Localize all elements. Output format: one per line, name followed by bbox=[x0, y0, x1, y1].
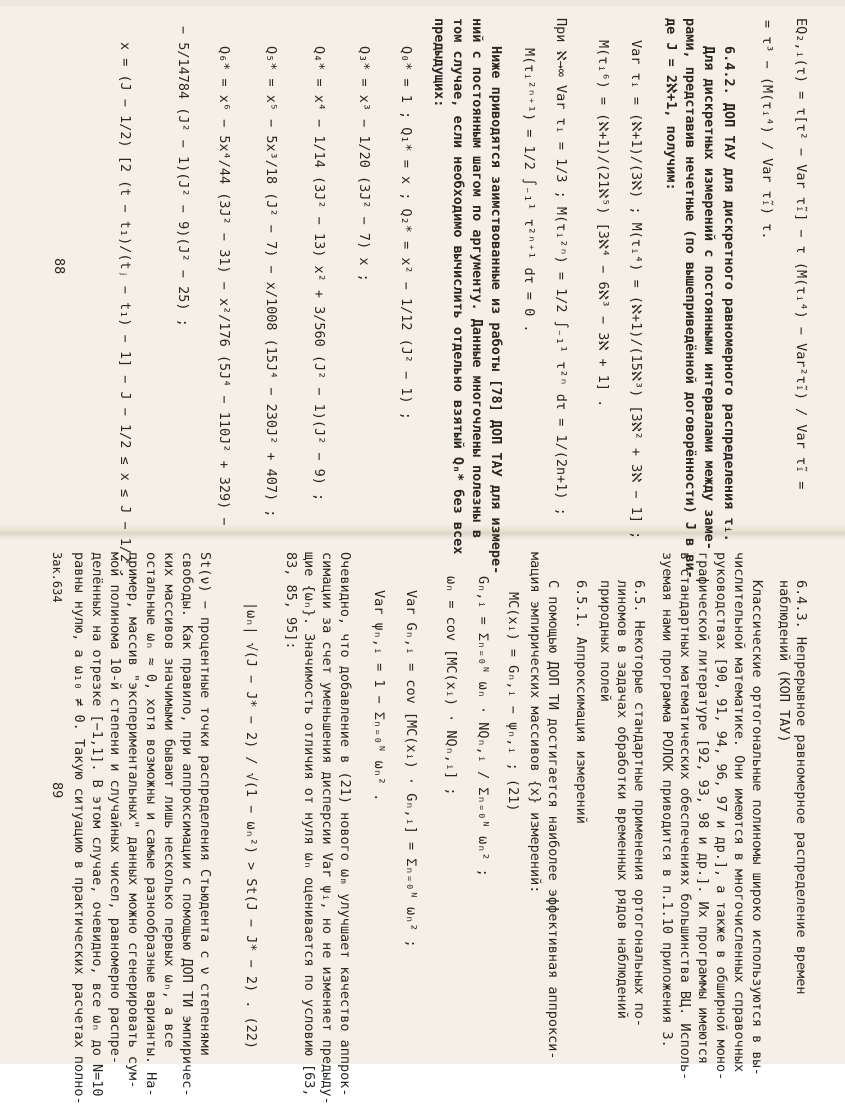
section-heading: 6.5. Некоторые стандартные применения ортогональных по- bbox=[631, 580, 647, 1028]
section-heading: линомов в задачах обработки временных рядов наблюдений bbox=[614, 580, 630, 1019]
equation: Q₀* = 1 ; Q₁* = x ; Q₂* = x² − 1/12 (J² − 1) ; bbox=[398, 46, 414, 420]
equation: MC(xᵢ) = Gₙ,ᵢ − ψₙ,ᵢ ; (21) bbox=[505, 592, 521, 812]
section-heading: 6.5.1. Аппроксимация измерений bbox=[573, 580, 589, 824]
line: в стандартных математических обеспечениях большинства ВЦ. Исполь- bbox=[677, 552, 693, 1081]
page-number: 89 bbox=[49, 782, 65, 799]
line: рами, представив нечетные (по вышеприведённой договорённости) J в ви- bbox=[682, 18, 698, 579]
line: С помощью ДОП ТИ достигается наиболее эффективная аппрокси- bbox=[545, 580, 561, 1060]
page-edge bbox=[0, 0, 845, 6]
section-heading: природных полей bbox=[597, 580, 613, 702]
line: Очевидно, что добавление в (21) нового ωₘ улучшает качество аппрок- bbox=[337, 552, 353, 1097]
line: числительной математике. Они имеются в многочисленных справочных bbox=[731, 552, 747, 1073]
equation: При ℵ→∞ Var τᵢ = 1/3 ; M(τᵢ²ⁿ) = 1/2 ∫₋₁¹ τ²ⁿ dτ = 1/(2n+1) ; bbox=[553, 18, 569, 516]
line: де J = 2ℵ+1, получим: bbox=[663, 18, 679, 191]
equation: x = (J − 1/2) [2 (t − t₁)/(tⱼ − t₁) − 1] − J − 1/2 ≤ x ≤ J − 1/2 . bbox=[117, 42, 133, 579]
page-89 bbox=[30, 552, 810, 1105]
line: предыдущих: bbox=[431, 18, 447, 108]
equation: Var τᵢ = (ℵ+1)/(3ℵ) ; M(τᵢ⁴) = (ℵ+1)/(15ℵ³) [3ℵ² + 3ℵ − 1] ; bbox=[628, 40, 644, 540]
equation: M(τᵢ⁶) = (ℵ+1)/(21ℵ⁵) [3ℵ⁴ − 6ℵ³ − 3ℵ + 1] . bbox=[595, 40, 611, 408]
equation: Gₙ,ᵢ = Σₙ₌₀ᴺ ωₙ · NQₙ,ᵢ / Σₙ₌₀ᴺ ωₙ² ; bbox=[475, 576, 491, 877]
line: щие {ωₙ}. Значимость отличия от нуля ωₙ оценивается по условию [63, bbox=[301, 552, 317, 1097]
equation: Q₄* = x⁴ − 1/14 (3J² − 13) x² + 3/560 (J² − 1)(J² − 9) ; bbox=[311, 46, 327, 502]
equation: |ωₙ| √(J − J* − 2) / √(1 − ωₙ²) > St(J − J* − 2) . (22) bbox=[243, 602, 259, 1050]
line: делённых на отрезке [−1,1]. В этом случае, очевидно, все ωₙ до N=10 bbox=[89, 552, 105, 1097]
line: мой полинома 10-й степени и случайных чисел, равномерно распре- bbox=[107, 552, 123, 1065]
line: мация эмпирических массивов {x} измерений: bbox=[527, 552, 543, 894]
line: остальные ωₙ ≈ 0, хотя возможны и самые разнообразные варианты. На- bbox=[143, 552, 159, 1097]
equation: Q₆* = x⁶ − 5x⁴/44 (3J² − 31) − x²/176 (5J⁴ − 110J² + 329) − bbox=[216, 46, 232, 526]
line: ний с постоянным шагом по аргументу. Данные многочлены полезны в bbox=[469, 18, 485, 539]
line: 83, 85, 95]: bbox=[283, 552, 299, 650]
line: руководствах [90, 91, 94, 96, 97 и др.], а также в обширной моно- bbox=[713, 552, 729, 1081]
equation: − 5/14784 (J² − 1)(J² − 9)(J² − 25) ; bbox=[175, 26, 191, 327]
equation: Q₅* = x⁵ − 5x³/18 (J² − 7) − x/1008 (15J⁴ − 230J² + 407) ; bbox=[263, 46, 279, 518]
equation: M(τᵢ²ⁿ⁺¹) = 1/2 ∫₋₁¹ τ²ⁿ⁺¹ dτ = 0 . bbox=[521, 48, 537, 333]
section-heading: наблюдений (КОП ТАУ) bbox=[776, 580, 792, 743]
line: = τ³ − (M(τᵢ⁴) / Var τ̃ᵢ) τ. bbox=[759, 20, 775, 240]
line: симации за счет уменьшения дисперсии Var ψᵢ, но не изменяет предыду- bbox=[319, 552, 335, 1105]
footer-note: Зак.634 bbox=[50, 552, 64, 603]
equation: Var ψₙ,ᵢ = 1 − Σₙ₌₀ᴺ ωₙ² . bbox=[371, 590, 387, 802]
line: Классические ортогональные полиномы широко используются в вы- bbox=[749, 580, 765, 1076]
line: пример, массив "экспериментальных" данных можно сгенерировать сум- bbox=[125, 552, 141, 1089]
line: том случае, если необходимо вычислить отдельно взятый Qₙ* без всех bbox=[450, 18, 466, 555]
equation: Var Gₙ,ᵢ = cov [MC(xᵢ) · Gₙ,ᵢ] = Σₙ₌₀ᴺ ωₙ² ; bbox=[403, 590, 419, 948]
line: свободы. Как правило, при аппроксимации с помощью ДОП ТИ эмпиричес- bbox=[179, 552, 195, 1097]
line: Ниже приводятся заимствованные из работы [78] ДОП ТАУ для измере- bbox=[488, 46, 504, 575]
section-heading: 6.4.2. ДОП ТАУ для дискретного равномерного распределения τᵢ. bbox=[721, 46, 737, 542]
equation: ωₙ = cov [MC(xᵢ) · NQₙ,ᵢ] ; bbox=[443, 576, 459, 796]
equation: Q₃* = x³ − 1/20 (3J² − 7) x ; bbox=[356, 46, 372, 282]
line: зуемая нами программа РОЛОК приводится в п.1.10 приложения 3. bbox=[659, 552, 675, 1048]
line: St(ν) − процентные точки распределения Стьюдента с ν степенями bbox=[197, 552, 213, 1056]
section-heading: 6.4.3. Непрерывное равномерное распределение времен bbox=[793, 580, 809, 995]
line: ких массивов значимыми бывают лишь несколько первых ωₙ, а все bbox=[161, 552, 177, 1048]
page-number: 88 bbox=[51, 258, 67, 275]
line: Для дискретных измерений с постоянными интервалами между заме- bbox=[701, 46, 717, 550]
line: EQ₂,ᵢ(τ) = τ[τ² − Var τ̃ᵢ] − τ (M(τᵢ⁴) − Var²τ̃ᵢ) / Var τ̃ᵢ = bbox=[793, 18, 809, 490]
line: графической литературе [92, 93, 98 и др.]. Их программы имеются bbox=[695, 552, 711, 1065]
line: равны нулю, а ω₁₀ ≠ 0. Такую ситуацию в практических расчетах полно- bbox=[71, 552, 87, 1105]
